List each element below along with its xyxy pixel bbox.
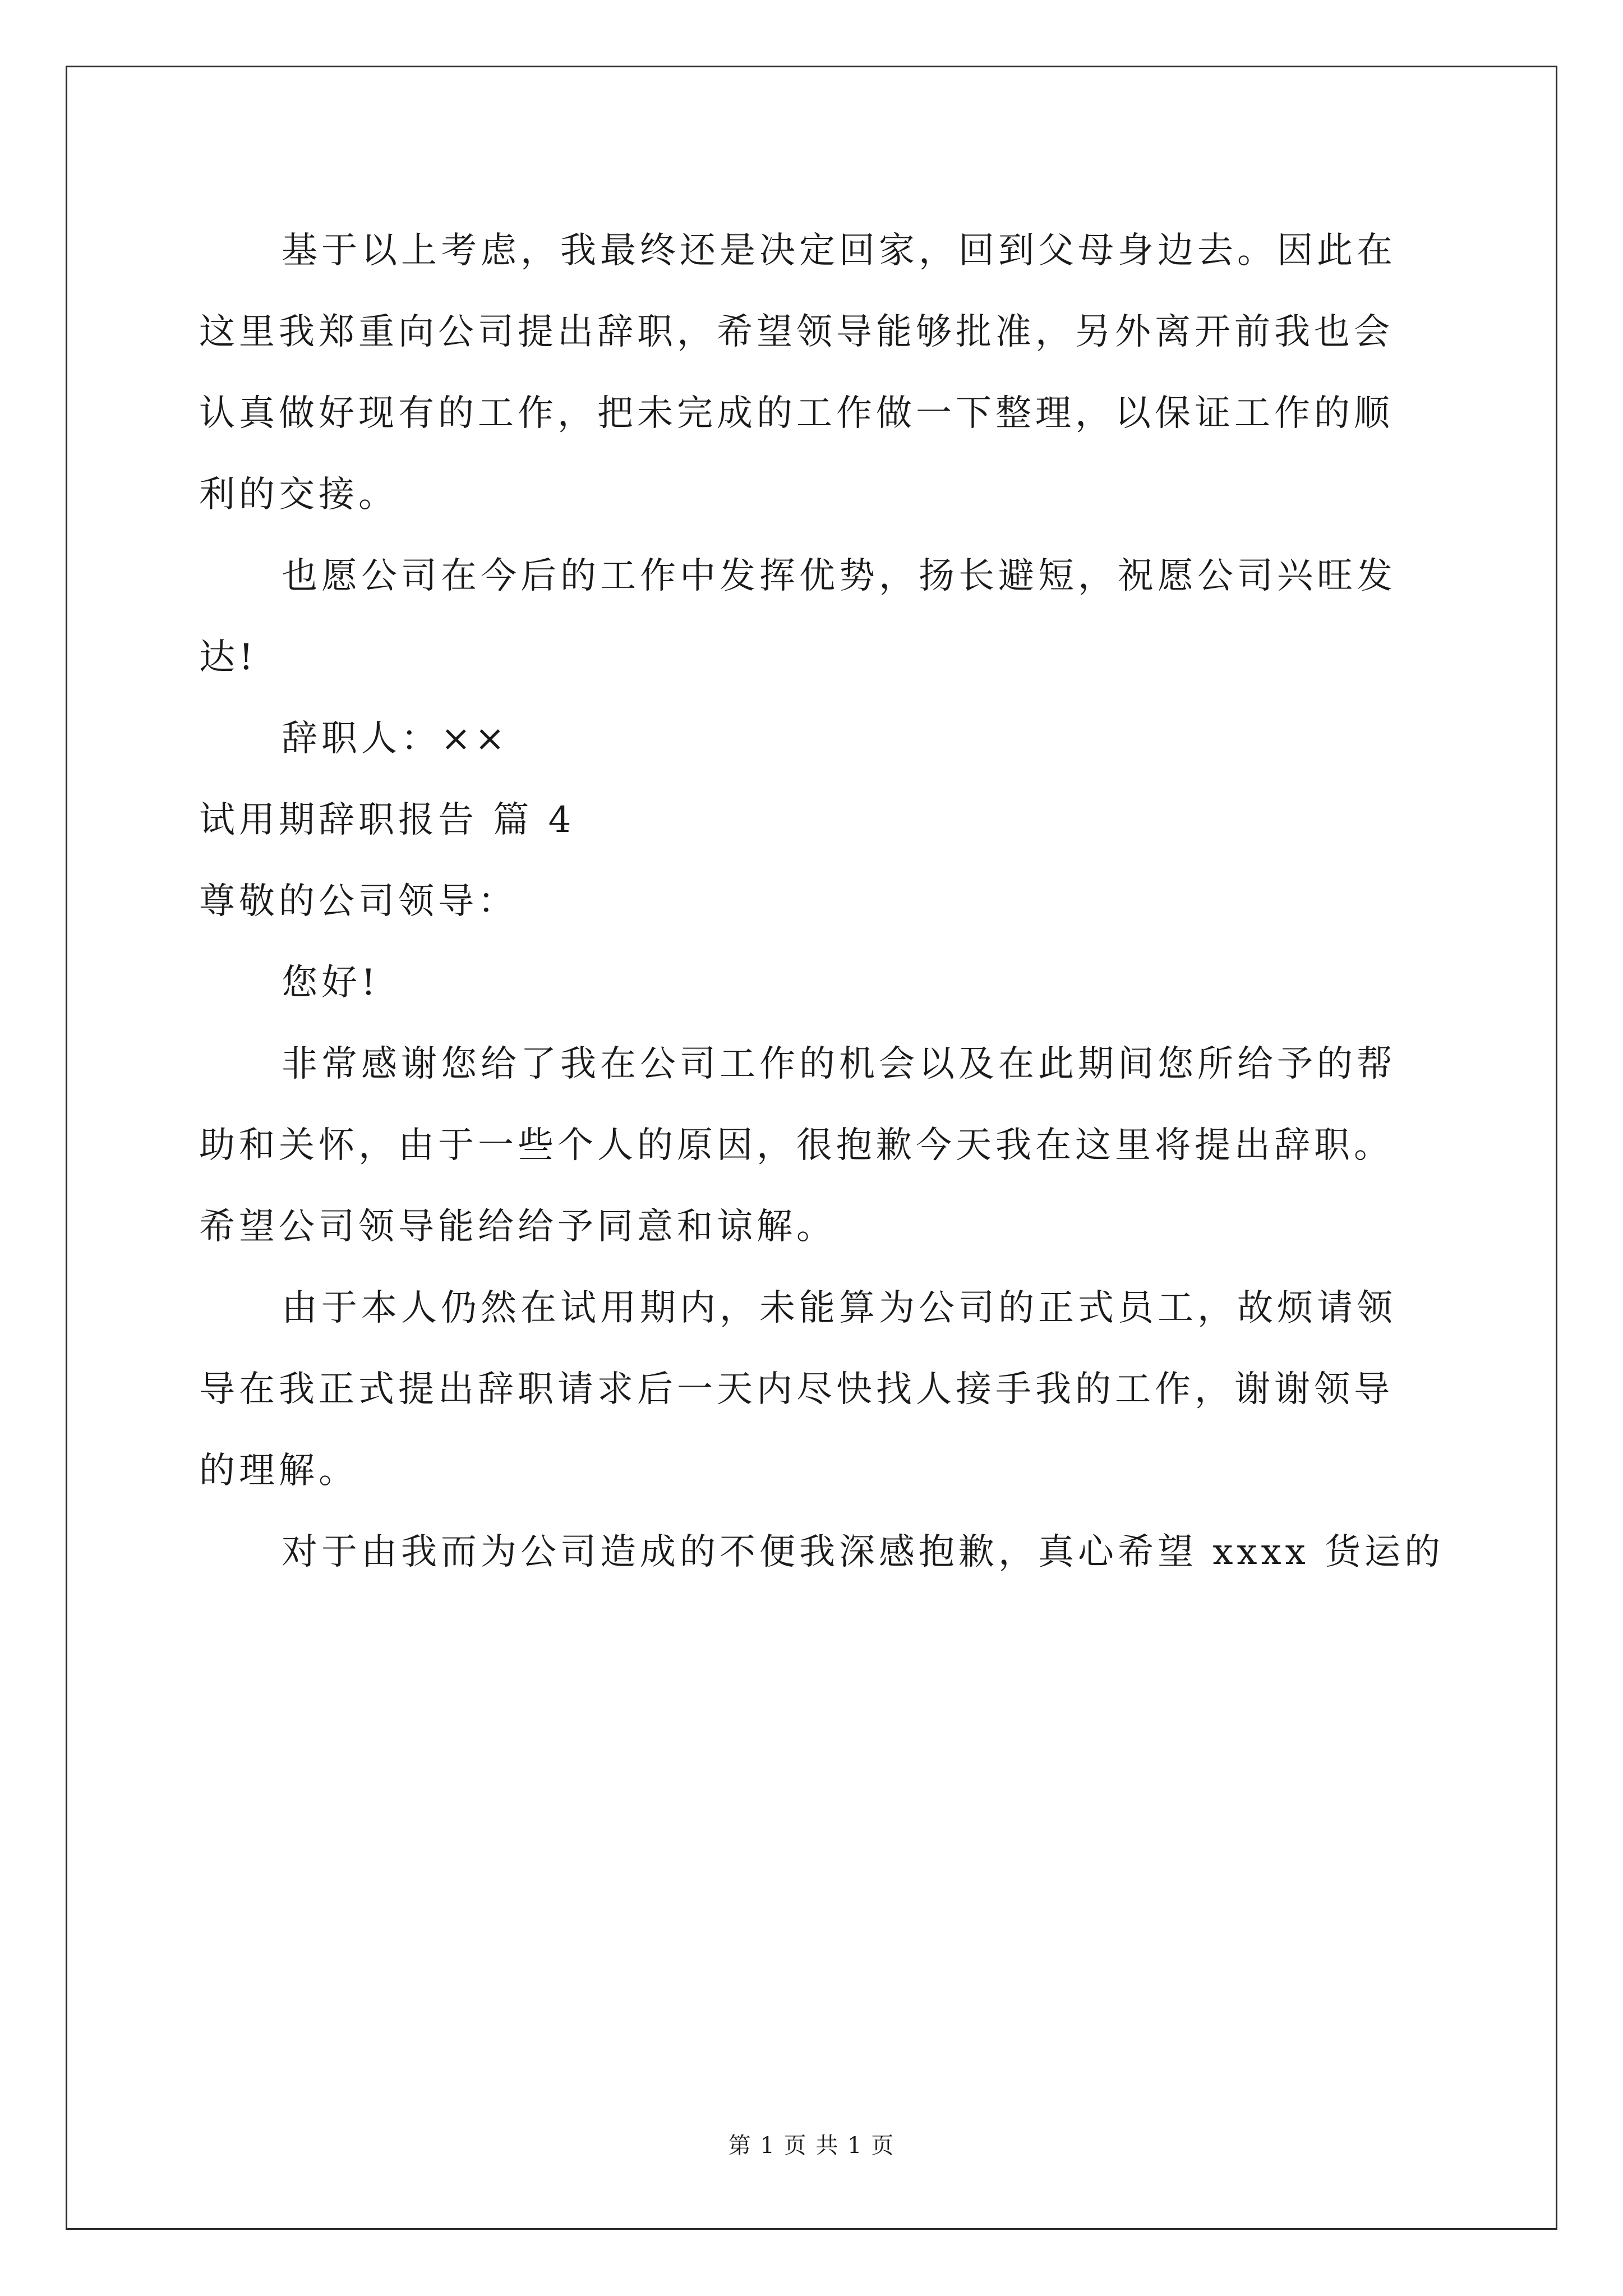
section-heading: 试用期辞职报告 篇 4	[199, 799, 575, 841]
paragraph-line: 非常感谢您给了我在公司工作的机会以及在此期间您所给予的帮	[282, 1043, 1396, 1085]
greeting: 您好!	[282, 962, 380, 1004]
paragraph-line: 这里我郑重向公司提出辞职，希望领导能够批准，另外离开前我也会	[199, 311, 1394, 353]
paragraph-line: 利的交接。	[199, 474, 398, 516]
salutation: 尊敬的公司领导：	[199, 881, 518, 922]
paragraph-line: 达!	[199, 637, 257, 678]
paragraph-line: 希望公司领导能给给予同意和谅解。	[199, 1206, 836, 1248]
paragraph-line: 也愿公司在今后的工作中发挥优势，扬长避短，祝愿公司兴旺发	[282, 555, 1396, 597]
paragraph-line: 基于以上考虑，我最终还是决定回家，回到父母身边去。因此在	[282, 230, 1396, 272]
page-number: 第 1 页 共 1 页	[728, 2133, 895, 2159]
paragraph-line: 导在我正式提出辞职请求后一天内尽快找人接手我的工作，谢谢领导	[199, 1369, 1394, 1410]
paragraph-line: 助和关怀，由于一些个人的原因，很抱歉今天我在这里将提出辞职。	[199, 1125, 1394, 1166]
paragraph-line: 对于由我而为公司造成的不便我深感抱歉，真心希望 xxxx 货运的	[282, 1531, 1445, 1573]
paragraph-line: 认真做好现有的工作，把未完成的工作做一下整理，以保证工作的顺	[199, 393, 1394, 434]
paragraph-line: 由于本人仍然在试用期内，未能算为公司的正式员工，故烦请领	[282, 1287, 1396, 1329]
paragraph-line: 的理解。	[199, 1450, 358, 1492]
signature-line: 辞职人：××	[282, 718, 509, 760]
